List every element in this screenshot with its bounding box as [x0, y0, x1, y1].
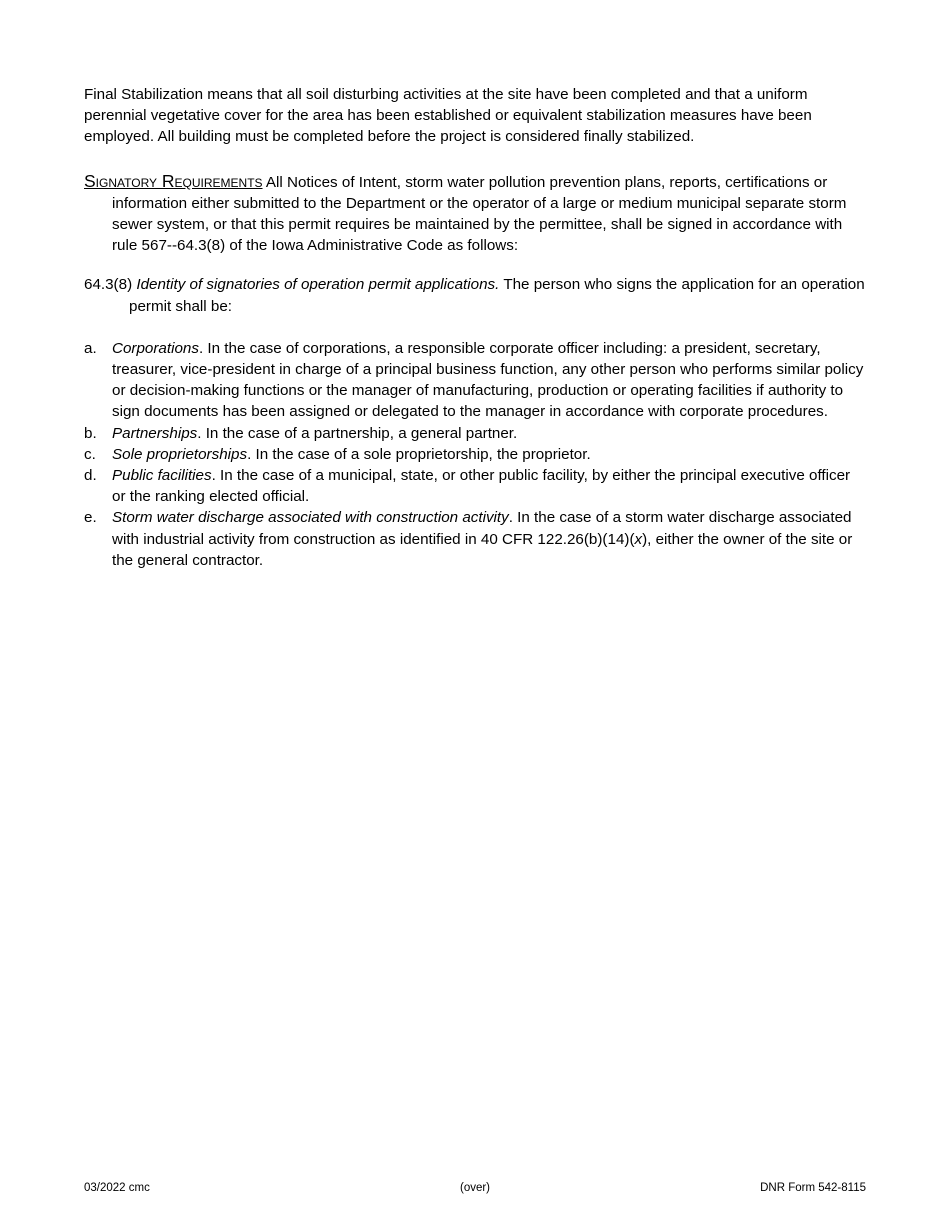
list-item-text: . In the case of a partnership, a general partner.	[197, 424, 518, 442]
list-item-term: Storm water discharge associated with construction activity	[112, 509, 509, 527]
list-item-italic-variable: x	[634, 530, 643, 548]
list-item-storm-water	[84, 507, 866, 571]
list-marker: a.	[84, 339, 97, 357]
list-item-term: Partnerships	[112, 424, 198, 442]
signatory-requirements-paragraph	[84, 171, 866, 257]
rule-number: 64.3(8)	[84, 276, 137, 294]
rule-text: The person who signs the application for an operation permit shall be:	[129, 276, 865, 315]
list-marker: c.	[84, 445, 96, 463]
list-item-text: . In the case of corporations, a responsible corporate officer including: a president, secretary, treasurer, vice-president in charge of a principal business function, any other person who performs similar policy or decision-making functions or the manager of manufacturing, production or operating facilities if authority to sign documents has been assigned or delegated to the manager in accordance with corporate procedures.	[112, 339, 864, 421]
footer-form-number: DNR Form 542-8115	[760, 1182, 866, 1194]
final-stabilization-paragraph	[84, 84, 866, 148]
list-item-text-after: ), either the owner of the site or the general contractor.	[112, 530, 853, 569]
footer-date: 03/2022 cmc	[84, 1182, 150, 1194]
list-item-term: Corporations	[112, 339, 199, 357]
signatory-requirements-heading: Signatory Requirements	[84, 170, 263, 191]
list-item-term: Sole proprietorships	[112, 445, 248, 463]
document-page	[84, 84, 866, 571]
signatory-requirements-text: All Notices of Intent, storm water pollution prevention plans, reports, certifications or information either submitted to the Department or the operator of a large or medium municipal separate storm sewer system, or that this permit requires be maintained by the permittee, shall be signed in accordance with rule 567--64.3(8) of the Iowa Administrative Code as follows:	[112, 173, 847, 255]
list-item-partnerships	[84, 423, 866, 444]
list-marker: d.	[84, 467, 97, 485]
list-item-sole-proprietorships	[84, 444, 866, 465]
rule-title: Identity of signatories of operation permit applications.	[136, 276, 500, 294]
list-item-corporations	[84, 338, 866, 423]
list-item-text: . In the case of a sole proprietorship, the proprietor.	[247, 445, 591, 463]
list-item-public-facilities	[84, 465, 866, 507]
list-item-text: . In the case of a municipal, state, or other public facility, by either the principal executive officer or the ranking elected official.	[112, 467, 851, 506]
signatory-list	[84, 338, 866, 571]
list-item-term: Public facilities	[112, 467, 212, 485]
final-stabilization-text: Final Stabilization means that all soil disturbing activities at the site have been completed and that a uniform perennial vegetative cover for the area has been established or equivalent stabilization measures have been employed. All building must be completed before the project is considered finally stabilized.	[84, 86, 812, 146]
list-marker: e.	[84, 509, 97, 527]
footer-over: (over)	[459, 1182, 491, 1194]
list-marker: b.	[84, 424, 97, 442]
rule-paragraph	[84, 274, 866, 316]
list-item-text: . In the case of a storm water discharge associated with industrial activity from construction as identified in 40 CFR 122.26(b)(14)(	[112, 509, 852, 548]
